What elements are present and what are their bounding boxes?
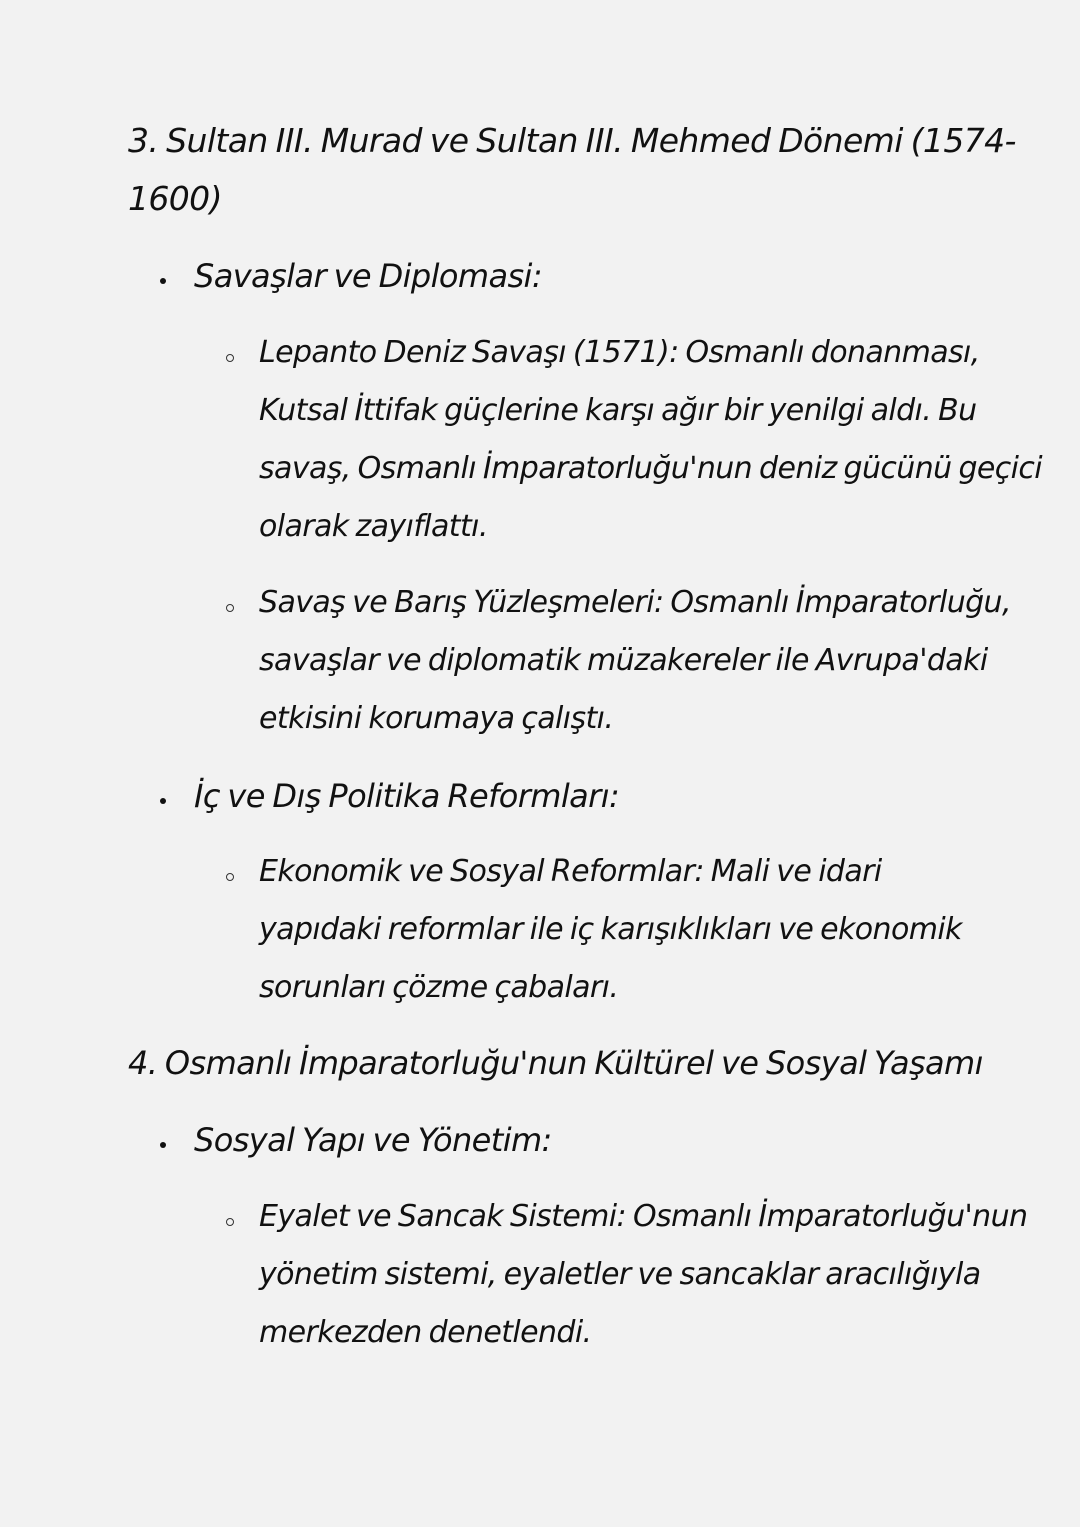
bullet-dot-icon xyxy=(160,1142,166,1148)
sub-item-line: sorunları çözme çabaları. xyxy=(259,970,619,1005)
sub-item-line: yapıdaki reformlar ile iç karışıklıkları ve ekonomik xyxy=(259,912,962,947)
sub-item-line: Ekonomik ve Sosyal Reformlar: Mali ve idari xyxy=(259,854,882,889)
sub-item-line: savaşlar ve diplomatik müzakereler ile Avrupa'daki xyxy=(259,643,988,678)
bullet-dot-icon xyxy=(160,798,166,804)
section-3-heading-line-1: 3. Sultan III. Murad ve Sultan III. Mehmed Dönemi (1574- xyxy=(128,121,1016,160)
bullet-label: İç ve Dış Politika Reformları: xyxy=(194,777,620,815)
sub-item-line: olarak zayıflattı. xyxy=(259,509,488,544)
sub-item-line: Savaş ve Barış Yüzleşmeleri: Osmanlı İmparatorluğu, xyxy=(259,585,1011,620)
hollow-circle-bullet-icon xyxy=(226,1218,234,1226)
section-4-heading: 4. Osmanlı İmparatorluğu'nun Kültürel ve Sosyal Yaşamı xyxy=(128,1044,983,1082)
hollow-circle-bullet-icon xyxy=(226,604,234,612)
sub-item-line: yönetim sistemi, eyaletler ve sancaklar aracılığıyla xyxy=(259,1257,981,1292)
section-3-heading-line-2: 1600) xyxy=(128,179,222,218)
sub-item-line: etkisini korumaya çalıştı. xyxy=(259,701,614,736)
sub-item-line: Lepanto Deniz Savaşı (1571): Osmanlı donanması, xyxy=(259,335,980,370)
sub-item-line: savaş, Osmanlı İmparatorluğu'nun deniz gücünü geçici xyxy=(259,451,1043,486)
hollow-circle-bullet-icon xyxy=(226,873,234,881)
bullet-label: Savaşlar ve Diplomasi: xyxy=(194,257,543,295)
hollow-circle-bullet-icon xyxy=(226,354,234,362)
sub-item-line: Kutsal İttifak güçlerine karşı ağır bir yenilgi aldı. Bu xyxy=(259,393,977,428)
bullet-dot-icon xyxy=(160,278,166,284)
bullet-label: Sosyal Yapı ve Yönetim: xyxy=(194,1121,552,1159)
sub-item-line: merkezden denetlendi. xyxy=(259,1315,592,1350)
sub-item-line: Eyalet ve Sancak Sistemi: Osmanlı İmparatorluğu'nun xyxy=(259,1199,1028,1234)
